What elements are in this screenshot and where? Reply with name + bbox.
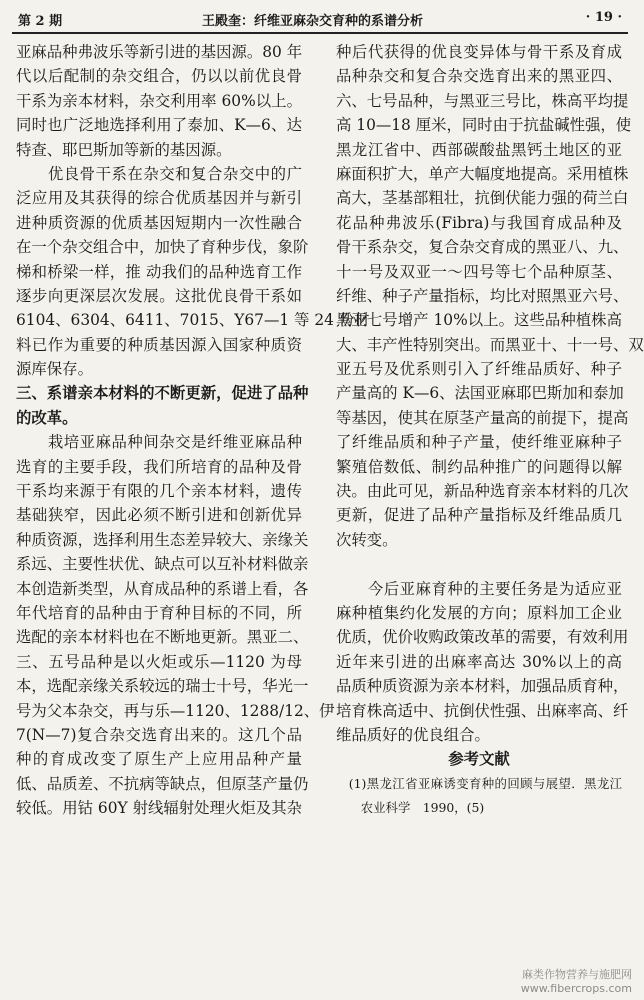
text-line: 基础狭窄，因此必须不断引进和创新优异 — [16, 506, 302, 525]
right-column — [336, 40, 644, 821]
text-line: 较低。用钴 60Y 射线辐射处理火炬及其杂 — [16, 799, 302, 818]
text-line: 黑龙江省中、西部碳酸盐黑钙土地区的亚 — [336, 140, 622, 159]
text-line: 号为父本杂交，再与乐—1120、1288/12、伊 — [16, 701, 335, 720]
text-line: 选配的亲本材料也在不断地更新。黑亚二、 — [16, 628, 309, 647]
text-line: 栽培亚麻品种间杂交是纤维亚麻品种 — [16, 433, 302, 452]
text-line: 年代培育的品种由于育种目标的不同，所 — [16, 603, 302, 622]
page-number: · 19 · — [585, 10, 622, 25]
text-line: 等基因，使其在原茎产量高的前提下，提高 — [336, 408, 629, 427]
text-line: 6104、6304、6411、7015、Y67—1 等 24 份材 — [16, 311, 370, 330]
watermark-line-2: www.fibercrops.com — [520, 982, 632, 995]
text-line: 高 10—18 厘米，同时由于抗盐碱性强，使 — [336, 116, 632, 135]
text-line: 代以后配制的杂交组合，仍以以前优良骨 — [16, 67, 302, 86]
watermark-line-1: 麻类作物营养与施肥网 — [522, 968, 632, 981]
text-line: 本创造新类型，从育成品种的系谱上看，各 — [16, 579, 309, 598]
text-line: 高大，茎基部粗壮，抗倒伏能力强的荷兰白 — [336, 189, 629, 208]
text-line: 选育的主要手段，我们所培育的品种及骨 — [16, 457, 302, 476]
page-header — [12, 6, 628, 34]
text-line: 培育株高适中、抗倒伏性强、出麻率高、纤 — [336, 701, 629, 720]
text-line: 麻面积扩大，单产大幅度地提高。采用植株 — [336, 164, 629, 183]
text-line: 特查、耶巴斯加等新的基因源。 — [16, 140, 232, 159]
text-line: 料已作为重要的种质基因源入国家种质资 — [16, 335, 302, 354]
text-line: 种的育成改变了原生产上应用品种产量 — [16, 750, 302, 769]
text-line: 优质，优价收购政策改革的需要，有效利用 — [336, 628, 629, 647]
text-line: 系远、主要性状优、缺点可以互补材料做亲 — [16, 555, 309, 574]
text-line: 花品种弗波乐(Fibra)与我国育成品种及 — [336, 213, 622, 232]
watermark — [521, 968, 632, 996]
text-line: 在一个杂交组合中，加快了育种步伐，象阶 — [16, 238, 309, 257]
text-line: 十一号及双亚一～四号等七个品种原茎、 — [336, 262, 622, 281]
text-line: 亚麻品种弗波乐等新引进的基因源。80 年 — [16, 43, 303, 61]
text-line: 本，选配亲缘关系较远的瑞士十号，华光一 — [16, 677, 309, 696]
text-line: 农业科学 1990，(5) — [336, 800, 485, 816]
text-line: 亚五号及优系则引入了纤维品质好、种子 — [336, 360, 622, 379]
text-line: 泛应用及其获得的综合优质基因并与新引 — [16, 189, 302, 208]
text-line: 7(N—7)复合杂交选育出来的。这几个品 — [16, 725, 302, 744]
text-line: 干系为亲本材料，杂交利用率 60%以上。 — [16, 91, 302, 110]
text-line: 梯和桥梁一样，推 动我们的品种选育工作 — [16, 262, 302, 281]
text-line: (1)黑龙江省亚麻诱变育种的回顾与展望．黑龙江 — [336, 775, 622, 791]
text-line: 大、丰产性特别突出。而黑亚十、十一号、双 — [336, 335, 644, 354]
text-line: 品种杂交和复合杂交选育出来的黑亚四、 — [336, 67, 622, 86]
text-line: 纤维、种子产量指标，均比对照黑亚六号、 — [336, 286, 629, 305]
text-line: 参考文献 — [448, 750, 510, 769]
text-line: 次转变。 — [336, 530, 398, 549]
text-line: 决。由此可见，新品种选育亲本材料的几次 — [336, 482, 629, 501]
text-line: 三、系谱亲本材料的不断更新，促进了品种 — [16, 384, 309, 403]
text-line: 了纤维品质和种子产量，使纤维亚麻种子 — [336, 433, 622, 452]
text-line: 骨干系杂交，复合杂交育成的黑亚八、九、 — [336, 238, 629, 257]
text-line: 产量高的 K—6、法国亚麻耶巴斯加和泰加 — [336, 384, 624, 403]
text-line: 同时也广泛地选择利用了泰加、K—6、达 — [16, 116, 302, 135]
text-line: 繁殖倍数低、制约品种推广的问题得以解 — [336, 457, 622, 476]
text-line: 源库保存。 — [16, 360, 93, 379]
text-line: 优良骨干系在杂交和复合杂交中的广 — [16, 164, 302, 183]
running-title: 王殿奎：纤维亚麻杂交育种的系谱分析 — [202, 14, 424, 29]
text-line: 今后亚麻育种的主要任务是为适应亚 — [336, 579, 622, 598]
text-line: 种质资源，选择利用生态差异较大、亲缘关 — [16, 530, 309, 549]
issue-number: 第 2 期 — [18, 14, 63, 29]
text-line: 三、五号品种是以火炬或乐—1120 为母 — [16, 652, 302, 671]
text-line: 品质种质资源为亲本材料，加强品质育种， — [336, 677, 629, 696]
text-line: 干系均来源于有限的几个亲本材料，遗传 — [16, 482, 302, 501]
text-line — [336, 552, 622, 576]
text-line: 更新，促进了品种产量指标及纤维品质几 — [336, 506, 622, 525]
text-line: 低、品质差、不抗病等缺点，但原茎产量仍 — [16, 774, 309, 793]
text-line: 种后代获得的优良变异体与骨干系及育成 — [336, 43, 622, 61]
text-line: 逐步向更深层次发展。这批优良骨干系如 — [16, 286, 302, 305]
text-line: 进种质资源的优质基因短期内一次性融合 — [16, 213, 302, 232]
text-line: 维品质好的优良组合。 — [336, 725, 490, 744]
text-line: 麻种植集约化发展的方向；原料加工企业 — [336, 603, 622, 622]
text-line: 的改革。 — [16, 408, 78, 427]
text-line: 黑亚七号增产 10%以上。这些品种植株高 — [336, 311, 622, 330]
text-line: 六、七号品种，与黑亚三号比，株高平均提 — [336, 91, 629, 110]
text-line: 近年来引进的出麻率高达 30%以上的高 — [336, 652, 622, 671]
